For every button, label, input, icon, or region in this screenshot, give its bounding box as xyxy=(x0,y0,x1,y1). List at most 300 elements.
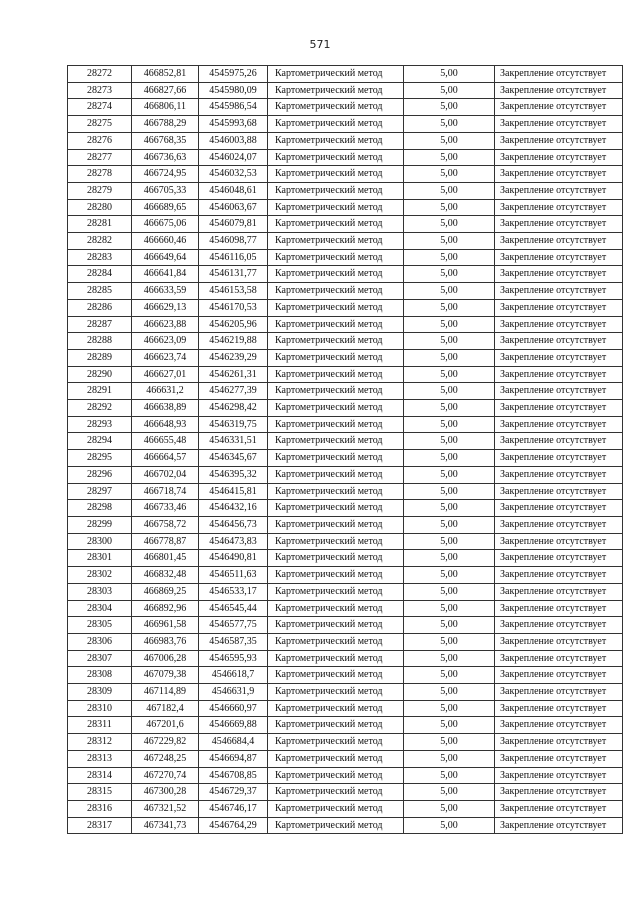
cell-accuracy: 5,00 xyxy=(404,550,495,567)
cell-accuracy: 5,00 xyxy=(404,66,495,83)
cell-y-coordinate: 4546729,37 xyxy=(199,784,268,801)
table-row xyxy=(68,784,623,801)
cell-accuracy: 5,00 xyxy=(404,266,495,283)
cell-point-number: 28294 xyxy=(68,433,132,450)
cell-accuracy: 5,00 xyxy=(404,99,495,116)
cell-accuracy: 5,00 xyxy=(404,734,495,751)
cell-y-coordinate: 4546170,53 xyxy=(199,299,268,316)
table-row xyxy=(68,283,623,300)
cell-point-number: 28301 xyxy=(68,550,132,567)
cell-x-coordinate: 466961,58 xyxy=(132,617,199,634)
table-row xyxy=(68,567,623,584)
cell-x-coordinate: 466631,2 xyxy=(132,383,199,400)
cell-fixation-status: Закрепление отсутствует xyxy=(495,466,623,483)
cell-fixation-status: Закрепление отсутствует xyxy=(495,166,623,183)
cell-point-number: 28280 xyxy=(68,199,132,216)
cell-x-coordinate: 467079,38 xyxy=(132,667,199,684)
cell-y-coordinate: 4546473,83 xyxy=(199,533,268,550)
table-row xyxy=(68,600,623,617)
table-row xyxy=(68,750,623,767)
cell-fixation-status: Закрепление отсутствует xyxy=(495,650,623,667)
cell-fixation-status: Закрепление отсутствует xyxy=(495,249,623,266)
cell-x-coordinate: 466832,48 xyxy=(132,567,199,584)
cell-fixation-status: Закрепление отсутствует xyxy=(495,767,623,784)
cell-fixation-status: Закрепление отсутствует xyxy=(495,383,623,400)
cell-accuracy: 5,00 xyxy=(404,466,495,483)
cell-accuracy: 5,00 xyxy=(404,617,495,634)
cell-method: Картометрический метод xyxy=(268,366,404,383)
cell-point-number: 28276 xyxy=(68,132,132,149)
cell-method: Картометрический метод xyxy=(268,466,404,483)
cell-y-coordinate: 4546660,97 xyxy=(199,700,268,717)
cell-y-coordinate: 4546345,67 xyxy=(199,450,268,467)
cell-method: Картометрический метод xyxy=(268,249,404,266)
cell-point-number: 28286 xyxy=(68,299,132,316)
cell-y-coordinate: 4545986,54 xyxy=(199,99,268,116)
cell-x-coordinate: 466724,95 xyxy=(132,166,199,183)
cell-x-coordinate: 466768,35 xyxy=(132,132,199,149)
table-row xyxy=(68,266,623,283)
cell-x-coordinate: 466733,46 xyxy=(132,500,199,517)
cell-accuracy: 5,00 xyxy=(404,483,495,500)
cell-fixation-status: Закрепление отсутствует xyxy=(495,717,623,734)
cell-accuracy: 5,00 xyxy=(404,316,495,333)
cell-method: Картометрический метод xyxy=(268,283,404,300)
cell-accuracy: 5,00 xyxy=(404,700,495,717)
cell-point-number: 28272 xyxy=(68,66,132,83)
cell-accuracy: 5,00 xyxy=(404,283,495,300)
cell-method: Картометрический метод xyxy=(268,433,404,450)
cell-x-coordinate: 467182,4 xyxy=(132,700,199,717)
table-row xyxy=(68,700,623,717)
cell-point-number: 28274 xyxy=(68,99,132,116)
cell-accuracy: 5,00 xyxy=(404,684,495,701)
cell-fixation-status: Закрепление отсутствует xyxy=(495,800,623,817)
cell-y-coordinate: 4546631,9 xyxy=(199,684,268,701)
cell-point-number: 28306 xyxy=(68,633,132,650)
cell-method: Картометрический метод xyxy=(268,400,404,417)
cell-point-number: 28312 xyxy=(68,734,132,751)
cell-fixation-status: Закрепление отсутствует xyxy=(495,266,623,283)
table-row xyxy=(68,149,623,166)
coordinates-table xyxy=(67,65,623,834)
cell-method: Картометрический метод xyxy=(268,817,404,834)
cell-y-coordinate: 4546063,67 xyxy=(199,199,268,216)
cell-x-coordinate: 466648,93 xyxy=(132,416,199,433)
cell-accuracy: 5,00 xyxy=(404,667,495,684)
cell-fixation-status: Закрепление отсутствует xyxy=(495,400,623,417)
table-row xyxy=(68,400,623,417)
cell-x-coordinate: 467321,52 xyxy=(132,800,199,817)
cell-fixation-status: Закрепление отсутствует xyxy=(495,82,623,99)
cell-point-number: 28303 xyxy=(68,583,132,600)
cell-x-coordinate: 466660,46 xyxy=(132,233,199,250)
cell-y-coordinate: 4546277,39 xyxy=(199,383,268,400)
cell-method: Картометрический метод xyxy=(268,734,404,751)
cell-fixation-status: Закрепление отсутствует xyxy=(495,366,623,383)
cell-point-number: 28290 xyxy=(68,366,132,383)
cell-fixation-status: Закрепление отсутствует xyxy=(495,533,623,550)
cell-accuracy: 5,00 xyxy=(404,516,495,533)
table-row xyxy=(68,650,623,667)
cell-x-coordinate: 466641,84 xyxy=(132,266,199,283)
cell-y-coordinate: 4546533,17 xyxy=(199,583,268,600)
cell-point-number: 28315 xyxy=(68,784,132,801)
cell-x-coordinate: 466675,06 xyxy=(132,216,199,233)
cell-fixation-status: Закрепление отсутствует xyxy=(495,734,623,751)
cell-x-coordinate: 466638,89 xyxy=(132,400,199,417)
cell-y-coordinate: 4546024,07 xyxy=(199,149,268,166)
cell-y-coordinate: 4545993,68 xyxy=(199,116,268,133)
cell-y-coordinate: 4546239,29 xyxy=(199,349,268,366)
cell-point-number: 28275 xyxy=(68,116,132,133)
cell-fixation-status: Закрепление отсутствует xyxy=(495,433,623,450)
cell-fixation-status: Закрепление отсутствует xyxy=(495,199,623,216)
cell-accuracy: 5,00 xyxy=(404,400,495,417)
cell-method: Картометрический метод xyxy=(268,132,404,149)
cell-y-coordinate: 4546456,73 xyxy=(199,516,268,533)
cell-point-number: 28278 xyxy=(68,166,132,183)
cell-point-number: 28317 xyxy=(68,817,132,834)
cell-method: Картометрический метод xyxy=(268,483,404,500)
table-row xyxy=(68,633,623,650)
cell-accuracy: 5,00 xyxy=(404,149,495,166)
table-row xyxy=(68,199,623,216)
cell-method: Картометрический метод xyxy=(268,216,404,233)
cell-point-number: 28273 xyxy=(68,82,132,99)
cell-x-coordinate: 466806,11 xyxy=(132,99,199,116)
cell-y-coordinate: 4546694,87 xyxy=(199,750,268,767)
cell-fixation-status: Закрепление отсутствует xyxy=(495,600,623,617)
cell-method: Картометрический метод xyxy=(268,383,404,400)
cell-method: Картометрический метод xyxy=(268,650,404,667)
cell-method: Картометрический метод xyxy=(268,450,404,467)
cell-point-number: 28291 xyxy=(68,383,132,400)
cell-point-number: 28302 xyxy=(68,567,132,584)
cell-point-number: 28313 xyxy=(68,750,132,767)
cell-accuracy: 5,00 xyxy=(404,166,495,183)
cell-y-coordinate: 4546032,53 xyxy=(199,166,268,183)
cell-fixation-status: Закрепление отсутствует xyxy=(495,99,623,116)
cell-y-coordinate: 4546131,77 xyxy=(199,266,268,283)
cell-point-number: 28295 xyxy=(68,450,132,467)
table-row xyxy=(68,366,623,383)
table-row xyxy=(68,533,623,550)
cell-point-number: 28309 xyxy=(68,684,132,701)
cell-y-coordinate: 4546490,81 xyxy=(199,550,268,567)
cell-fixation-status: Закрепление отсутствует xyxy=(495,333,623,350)
cell-y-coordinate: 4546545,44 xyxy=(199,600,268,617)
page-number: 571 xyxy=(309,38,331,51)
table-row xyxy=(68,734,623,751)
cell-method: Картометрический метод xyxy=(268,99,404,116)
cell-y-coordinate: 4546205,96 xyxy=(199,316,268,333)
cell-method: Картометрический метод xyxy=(268,199,404,216)
table-row xyxy=(68,550,623,567)
cell-fixation-status: Закрепление отсутствует xyxy=(495,784,623,801)
table-row xyxy=(68,233,623,250)
cell-accuracy: 5,00 xyxy=(404,533,495,550)
cell-accuracy: 5,00 xyxy=(404,800,495,817)
cell-point-number: 28288 xyxy=(68,333,132,350)
cell-accuracy: 5,00 xyxy=(404,199,495,216)
cell-fixation-status: Закрепление отсутствует xyxy=(495,750,623,767)
cell-method: Картометрический метод xyxy=(268,550,404,567)
cell-method: Картометрический метод xyxy=(268,82,404,99)
table-row xyxy=(68,800,623,817)
cell-method: Картометрический метод xyxy=(268,233,404,250)
cell-method: Картометрический метод xyxy=(268,349,404,366)
cell-accuracy: 5,00 xyxy=(404,116,495,133)
cell-accuracy: 5,00 xyxy=(404,633,495,650)
cell-fixation-status: Закрепление отсутствует xyxy=(495,299,623,316)
cell-fixation-status: Закрепление отсутствует xyxy=(495,500,623,517)
table-row xyxy=(68,166,623,183)
cell-x-coordinate: 466627,01 xyxy=(132,366,199,383)
cell-fixation-status: Закрепление отсутствует xyxy=(495,316,623,333)
cell-x-coordinate: 466778,87 xyxy=(132,533,199,550)
cell-fixation-status: Закрепление отсутствует xyxy=(495,149,623,166)
cell-point-number: 28284 xyxy=(68,266,132,283)
cell-y-coordinate: 4546595,93 xyxy=(199,650,268,667)
cell-point-number: 28297 xyxy=(68,483,132,500)
cell-fixation-status: Закрепление отсутствует xyxy=(495,684,623,701)
cell-fixation-status: Закрепление отсутствует xyxy=(495,182,623,199)
cell-point-number: 28314 xyxy=(68,767,132,784)
cell-accuracy: 5,00 xyxy=(404,182,495,199)
cell-fixation-status: Закрепление отсутствует xyxy=(495,483,623,500)
cell-y-coordinate: 4546587,35 xyxy=(199,633,268,650)
table-row xyxy=(68,182,623,199)
cell-fixation-status: Закрепление отсутствует xyxy=(495,516,623,533)
cell-accuracy: 5,00 xyxy=(404,450,495,467)
cell-x-coordinate: 466664,57 xyxy=(132,450,199,467)
cell-fixation-status: Закрепление отсутствует xyxy=(495,116,623,133)
cell-accuracy: 5,00 xyxy=(404,82,495,99)
cell-x-coordinate: 466623,74 xyxy=(132,349,199,366)
cell-x-coordinate: 466649,64 xyxy=(132,249,199,266)
cell-x-coordinate: 467114,89 xyxy=(132,684,199,701)
cell-accuracy: 5,00 xyxy=(404,717,495,734)
cell-y-coordinate: 4546708,85 xyxy=(199,767,268,784)
cell-point-number: 28293 xyxy=(68,416,132,433)
cell-y-coordinate: 4546116,05 xyxy=(199,249,268,266)
cell-x-coordinate: 466623,09 xyxy=(132,333,199,350)
cell-accuracy: 5,00 xyxy=(404,333,495,350)
cell-method: Картометрический метод xyxy=(268,149,404,166)
cell-y-coordinate: 4546395,32 xyxy=(199,466,268,483)
table-row xyxy=(68,349,623,366)
cell-x-coordinate: 467270,74 xyxy=(132,767,199,784)
table-row xyxy=(68,767,623,784)
cell-method: Картометрический метод xyxy=(268,700,404,717)
cell-point-number: 28316 xyxy=(68,800,132,817)
cell-method: Картометрический метод xyxy=(268,500,404,517)
cell-method: Картометрический метод xyxy=(268,633,404,650)
table-row xyxy=(68,99,623,116)
cell-accuracy: 5,00 xyxy=(404,600,495,617)
cell-accuracy: 5,00 xyxy=(404,216,495,233)
cell-method: Картометрический метод xyxy=(268,66,404,83)
cell-y-coordinate: 4546048,61 xyxy=(199,182,268,199)
cell-point-number: 28305 xyxy=(68,617,132,634)
cell-x-coordinate: 467201,6 xyxy=(132,717,199,734)
cell-y-coordinate: 4546098,77 xyxy=(199,233,268,250)
cell-y-coordinate: 4546331,51 xyxy=(199,433,268,450)
cell-fixation-status: Закрепление отсутствует xyxy=(495,132,623,149)
cell-method: Картометрический метод xyxy=(268,266,404,283)
table-row xyxy=(68,717,623,734)
cell-y-coordinate: 4545980,09 xyxy=(199,82,268,99)
cell-accuracy: 5,00 xyxy=(404,567,495,584)
cell-y-coordinate: 4546261,31 xyxy=(199,366,268,383)
table-row xyxy=(68,466,623,483)
cell-method: Картометрический метод xyxy=(268,116,404,133)
cell-method: Картометрический метод xyxy=(268,784,404,801)
cell-point-number: 28304 xyxy=(68,600,132,617)
table-row xyxy=(68,333,623,350)
cell-y-coordinate: 4546432,16 xyxy=(199,500,268,517)
cell-x-coordinate: 466633,59 xyxy=(132,283,199,300)
table-row xyxy=(68,684,623,701)
cell-x-coordinate: 467229,82 xyxy=(132,734,199,751)
cell-x-coordinate: 466702,04 xyxy=(132,466,199,483)
cell-x-coordinate: 466852,81 xyxy=(132,66,199,83)
table-row xyxy=(68,817,623,834)
cell-accuracy: 5,00 xyxy=(404,583,495,600)
cell-x-coordinate: 467006,28 xyxy=(132,650,199,667)
cell-fixation-status: Закрепление отсутствует xyxy=(495,583,623,600)
cell-point-number: 28289 xyxy=(68,349,132,366)
table-row xyxy=(68,299,623,316)
cell-point-number: 28300 xyxy=(68,533,132,550)
cell-accuracy: 5,00 xyxy=(404,349,495,366)
table-row xyxy=(68,383,623,400)
cell-method: Картометрический метод xyxy=(268,767,404,784)
cell-accuracy: 5,00 xyxy=(404,416,495,433)
table-row xyxy=(68,82,623,99)
cell-x-coordinate: 466788,29 xyxy=(132,116,199,133)
cell-x-coordinate: 466983,76 xyxy=(132,633,199,650)
cell-fixation-status: Закрепление отсутствует xyxy=(495,700,623,717)
table-row xyxy=(68,132,623,149)
coordinates-table-body xyxy=(68,66,623,834)
cell-method: Картометрический метод xyxy=(268,750,404,767)
cell-method: Картометрический метод xyxy=(268,667,404,684)
cell-y-coordinate: 4546079,81 xyxy=(199,216,268,233)
cell-point-number: 28282 xyxy=(68,233,132,250)
cell-point-number: 28308 xyxy=(68,667,132,684)
cell-point-number: 28285 xyxy=(68,283,132,300)
cell-fixation-status: Закрепление отсутствует xyxy=(495,567,623,584)
cell-method: Картометрический метод xyxy=(268,600,404,617)
cell-fixation-status: Закрепление отсутствует xyxy=(495,617,623,634)
cell-x-coordinate: 466689,65 xyxy=(132,199,199,216)
cell-x-coordinate: 466705,33 xyxy=(132,182,199,199)
cell-accuracy: 5,00 xyxy=(404,366,495,383)
cell-y-coordinate: 4546746,17 xyxy=(199,800,268,817)
cell-accuracy: 5,00 xyxy=(404,299,495,316)
cell-x-coordinate: 467300,28 xyxy=(132,784,199,801)
table-row xyxy=(68,500,623,517)
cell-y-coordinate: 4546319,75 xyxy=(199,416,268,433)
cell-y-coordinate: 4546153,58 xyxy=(199,283,268,300)
cell-fixation-status: Закрепление отсутствует xyxy=(495,233,623,250)
cell-fixation-status: Закрепление отсутствует xyxy=(495,416,623,433)
table-row xyxy=(68,667,623,684)
cell-point-number: 28307 xyxy=(68,650,132,667)
cell-accuracy: 5,00 xyxy=(404,650,495,667)
cell-y-coordinate: 4546415,81 xyxy=(199,483,268,500)
cell-fixation-status: Закрепление отсутствует xyxy=(495,550,623,567)
cell-fixation-status: Закрепление отсутствует xyxy=(495,66,623,83)
cell-accuracy: 5,00 xyxy=(404,132,495,149)
cell-method: Картометрический метод xyxy=(268,416,404,433)
cell-x-coordinate: 466801,45 xyxy=(132,550,199,567)
cell-accuracy: 5,00 xyxy=(404,767,495,784)
cell-method: Картометрический метод xyxy=(268,684,404,701)
table-row xyxy=(68,516,623,533)
cell-fixation-status: Закрепление отсутствует xyxy=(495,450,623,467)
cell-y-coordinate: 4546684,4 xyxy=(199,734,268,751)
cell-point-number: 28311 xyxy=(68,717,132,734)
cell-point-number: 28296 xyxy=(68,466,132,483)
cell-y-coordinate: 4546669,88 xyxy=(199,717,268,734)
cell-x-coordinate: 466758,72 xyxy=(132,516,199,533)
cell-accuracy: 5,00 xyxy=(404,233,495,250)
cell-method: Картометрический метод xyxy=(268,182,404,199)
cell-y-coordinate: 4545975,26 xyxy=(199,66,268,83)
cell-accuracy: 5,00 xyxy=(404,433,495,450)
cell-point-number: 28283 xyxy=(68,249,132,266)
cell-method: Картометрический метод xyxy=(268,800,404,817)
cell-fixation-status: Закрепление отсутствует xyxy=(495,349,623,366)
cell-x-coordinate: 466736,63 xyxy=(132,149,199,166)
cell-method: Картометрический метод xyxy=(268,617,404,634)
cell-method: Картометрический метод xyxy=(268,333,404,350)
table-row xyxy=(68,216,623,233)
cell-method: Картометрический метод xyxy=(268,717,404,734)
table-row xyxy=(68,617,623,634)
cell-x-coordinate: 466892,96 xyxy=(132,600,199,617)
cell-method: Картометрический метод xyxy=(268,316,404,333)
table-row xyxy=(68,316,623,333)
cell-point-number: 28292 xyxy=(68,400,132,417)
cell-method: Картометрический метод xyxy=(268,299,404,316)
cell-point-number: 28310 xyxy=(68,700,132,717)
cell-fixation-status: Закрепление отсутствует xyxy=(495,633,623,650)
cell-method: Картометрический метод xyxy=(268,166,404,183)
cell-y-coordinate: 4546577,75 xyxy=(199,617,268,634)
cell-x-coordinate: 467341,73 xyxy=(132,817,199,834)
table-row xyxy=(68,433,623,450)
cell-accuracy: 5,00 xyxy=(404,249,495,266)
cell-x-coordinate: 466623,88 xyxy=(132,316,199,333)
table-row xyxy=(68,583,623,600)
cell-fixation-status: Закрепление отсутствует xyxy=(495,817,623,834)
table-row xyxy=(68,450,623,467)
cell-fixation-status: Закрепление отсутствует xyxy=(495,283,623,300)
cell-y-coordinate: 4546219,88 xyxy=(199,333,268,350)
cell-accuracy: 5,00 xyxy=(404,383,495,400)
cell-point-number: 28277 xyxy=(68,149,132,166)
table-row xyxy=(68,66,623,83)
cell-x-coordinate: 467248,25 xyxy=(132,750,199,767)
cell-point-number: 28287 xyxy=(68,316,132,333)
cell-point-number: 28298 xyxy=(68,500,132,517)
cell-y-coordinate: 4546764,29 xyxy=(199,817,268,834)
cell-point-number: 28281 xyxy=(68,216,132,233)
